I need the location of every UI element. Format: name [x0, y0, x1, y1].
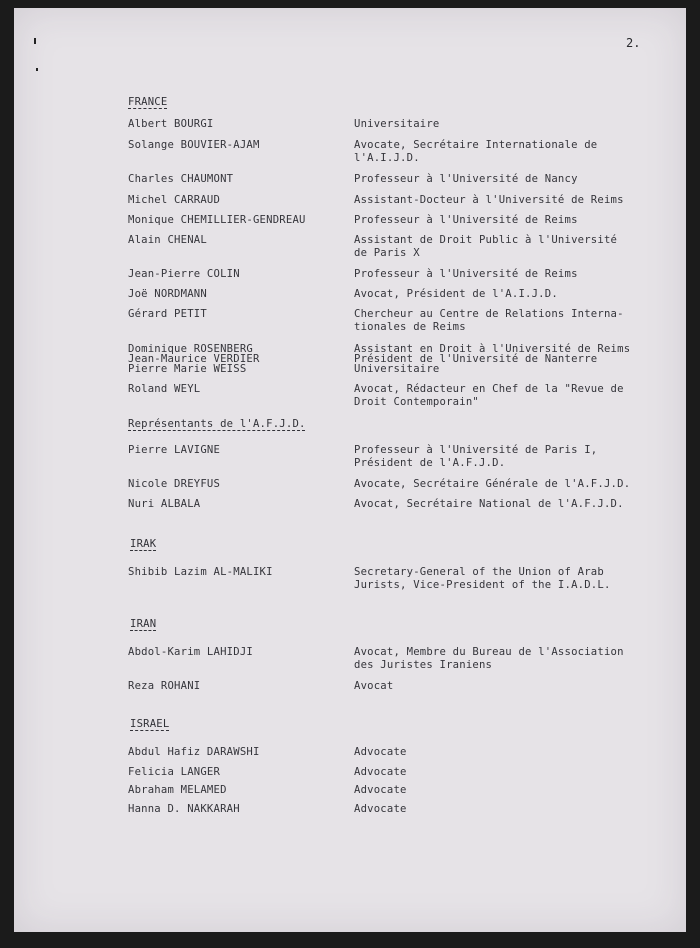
participant-name: Albert BOURGI — [128, 118, 214, 130]
participant-name: Abdol-Karim LAHIDJI — [128, 646, 253, 658]
participant-name: Jean-Maurice VERDIER — [128, 353, 260, 365]
participant-name: Pierre Marie WEISS — [128, 363, 247, 375]
participant-title — [354, 444, 646, 470]
participant-title — [354, 234, 646, 260]
page-number: 2. — [626, 36, 641, 50]
section-heading: FRANCE — [128, 96, 168, 108]
participant-title — [354, 383, 646, 409]
title-line: Universitaire — [354, 118, 440, 130]
title-line: l'A.I.J.D. — [354, 152, 420, 164]
participant-title — [354, 363, 646, 376]
title-line: de Paris X — [354, 247, 420, 259]
title-line: Assistant de Droit Public à l'Université — [354, 234, 618, 246]
section-heading: IRAN — [130, 618, 157, 630]
participant-title — [354, 478, 646, 491]
title-line: Advocate — [354, 784, 407, 796]
title-line: Président de l'Université de Nanterre — [354, 353, 598, 365]
title-line: Avocat, Secrétaire National de l'A.F.J.D. — [354, 498, 624, 510]
participant-name: Nicole DREYFUS — [128, 478, 221, 490]
title-line: Universitaire — [354, 363, 440, 375]
participant-title — [354, 288, 646, 301]
title-line: Advocate — [354, 746, 407, 758]
participant-title — [354, 214, 646, 227]
participant-name: Felicia LANGER — [128, 766, 221, 778]
title-line: Assistant-Docteur à l'Université de Reims — [354, 194, 624, 206]
participant-title — [354, 746, 646, 759]
title-line: Avocat, Président de l'A.I.J.D. — [354, 288, 558, 300]
participant-title — [354, 308, 646, 334]
participant-title — [354, 194, 646, 207]
participant-name: Abdul Hafiz DARAWSHI — [128, 746, 260, 758]
participant-title — [354, 118, 646, 131]
title-line: Chercheur au Centre de Relations Interna- — [354, 308, 624, 320]
participant-title — [354, 139, 646, 165]
participant-name: Monique CHEMILLIER-GENDREAU — [128, 214, 306, 226]
title-line: Avocat, Rédacteur en Chef de la "Revue de — [354, 383, 624, 395]
participant-title — [354, 173, 646, 186]
title-line: Avocate, Secrétaire Générale de l'A.F.J.D. — [354, 478, 631, 490]
section-heading: Représentants de l'A.F.J.D. — [128, 418, 306, 430]
participant-name: Solange BOUVIER-AJAM — [128, 139, 260, 151]
title-line: Assistant en Droit à l'Université de Reims — [354, 343, 631, 355]
participant-title — [354, 803, 646, 816]
participant-name: Alain CHENAL — [128, 234, 207, 246]
participant-name: Nuri ALBALA — [128, 498, 201, 510]
title-line: Professeur à l'Université de Reims — [354, 214, 578, 226]
title-line: tionales de Reims — [354, 321, 466, 333]
section-heading: ISRAEL — [130, 718, 170, 730]
participant-title — [354, 646, 646, 672]
title-line: Secretary-General of the Union of Arab — [354, 566, 604, 578]
participant-name: Charles CHAUMONT — [128, 173, 234, 185]
title-line: Jurists, Vice-President of the I.A.D.L. — [354, 579, 611, 591]
participant-name: Roland WEYL — [128, 383, 201, 395]
participant-name: Hanna D. NAKKARAH — [128, 803, 240, 815]
participant-title — [354, 268, 646, 281]
participant-name: Joë NORDMANN — [128, 288, 207, 300]
section-heading: IRAK — [130, 538, 157, 550]
title-line: Droit Contemporain" — [354, 396, 479, 408]
participant-name: Abraham MELAMED — [128, 784, 227, 796]
title-line: Professeur à l'Université de Nancy — [354, 173, 578, 185]
participant-name: Gérard PETIT — [128, 308, 207, 320]
title-line: Advocate — [354, 803, 407, 815]
title-line: Avocate, Secrétaire Internationale de — [354, 139, 598, 151]
participant-title — [354, 680, 646, 693]
title-line: Professeur à l'Université de Reims — [354, 268, 578, 280]
title-line: des Juristes Iraniens — [354, 659, 493, 671]
participant-name: Reza ROHANI — [128, 680, 201, 692]
participant-title — [354, 784, 646, 797]
participant-name: Michel CARRAUD — [128, 194, 221, 206]
title-line: Professeur à l'Université de Paris I, — [354, 444, 598, 456]
participant-name: Pierre LAVIGNE — [128, 444, 221, 456]
title-line: Avocat, Membre du Bureau de l'Association — [354, 646, 624, 658]
participant-title — [354, 566, 646, 592]
participant-name: Dominique ROSENBERG — [128, 343, 253, 355]
participant-title — [354, 766, 646, 779]
participant-name: Shibib Lazim AL-MALIKI — [128, 566, 273, 578]
title-line: Président de l'A.F.J.D. — [354, 457, 506, 469]
participant-name: Jean-Pierre COLIN — [128, 268, 240, 280]
title-line: Avocat — [354, 680, 394, 692]
title-line: Advocate — [354, 766, 407, 778]
participant-title — [354, 498, 646, 511]
